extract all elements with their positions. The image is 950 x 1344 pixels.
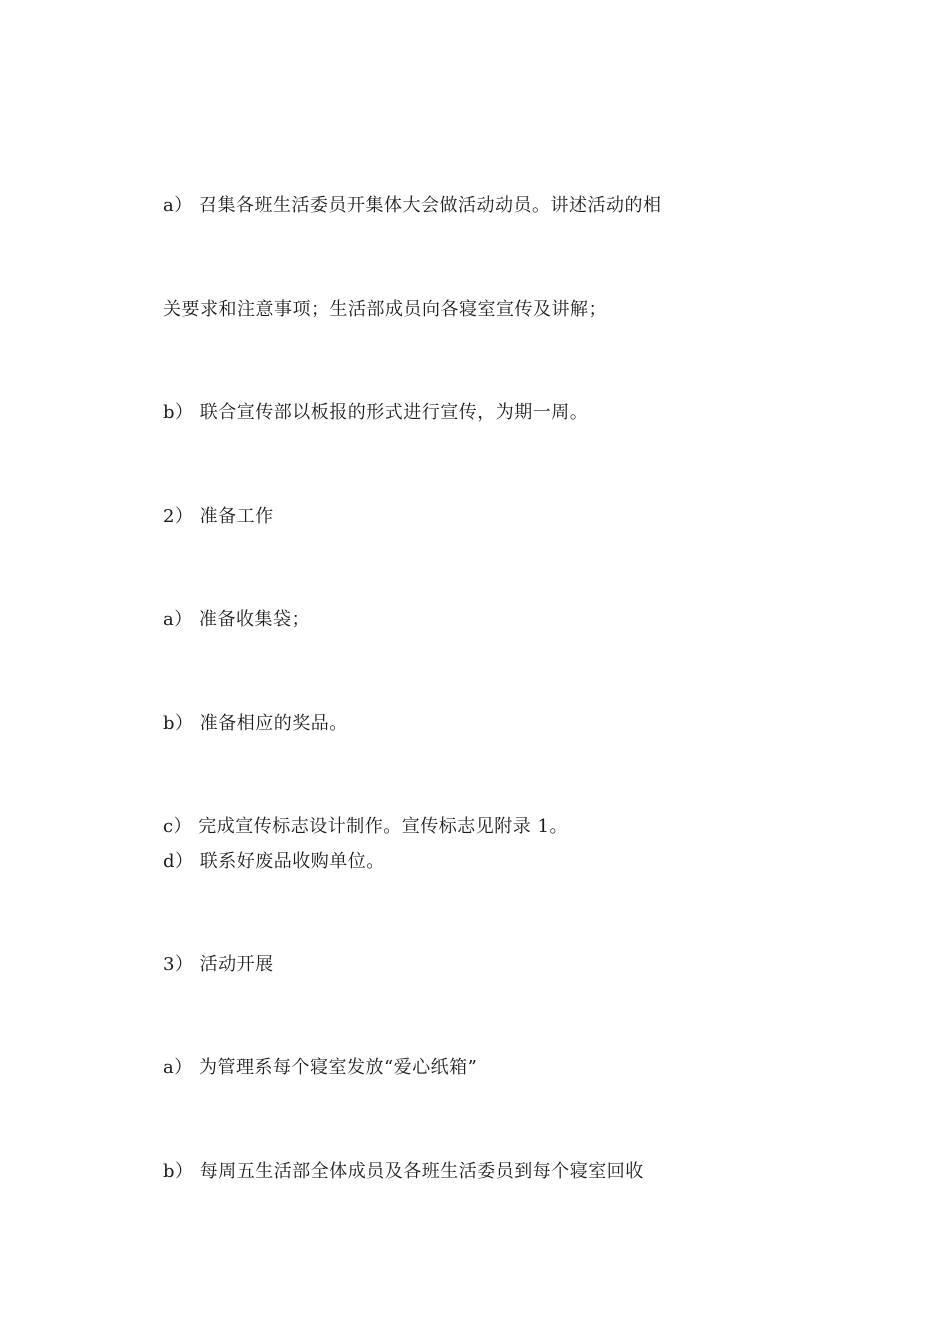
item-b-publicity: b） 联合宣传部以板报的形式进行宣传，为期一周。 [163, 402, 589, 423]
item-b-prizes: b） 准备相应的奖品。 [163, 713, 348, 734]
item-b-collection: b） 每周五生活部全体成员及各班生活委员到每个寝室回收 [163, 1161, 644, 1182]
item-d-recycler: d） 联系好废品收购单位。 [163, 851, 385, 872]
section-2-heading: 2） 准备工作 [163, 506, 274, 527]
item-a-boxes: a） 为管理系每个寝室发放“爱心纸箱” [163, 1057, 478, 1078]
item-c-logo: c） 完成宣传标志设计制作。宣传标志见附录 1。 [163, 816, 568, 837]
item-a-bags: a） 准备收集袋； [163, 609, 310, 630]
section-3-heading: 3） 活动开展 [163, 954, 274, 975]
item-a-mobilization-line1: a） 召集各班生活委员开集体大会做活动动员。讲述活动的相 [163, 195, 662, 216]
item-a-mobilization-line2: 关要求和注意事项；生活部成员向各寝室宣传及讲解； [163, 299, 607, 320]
